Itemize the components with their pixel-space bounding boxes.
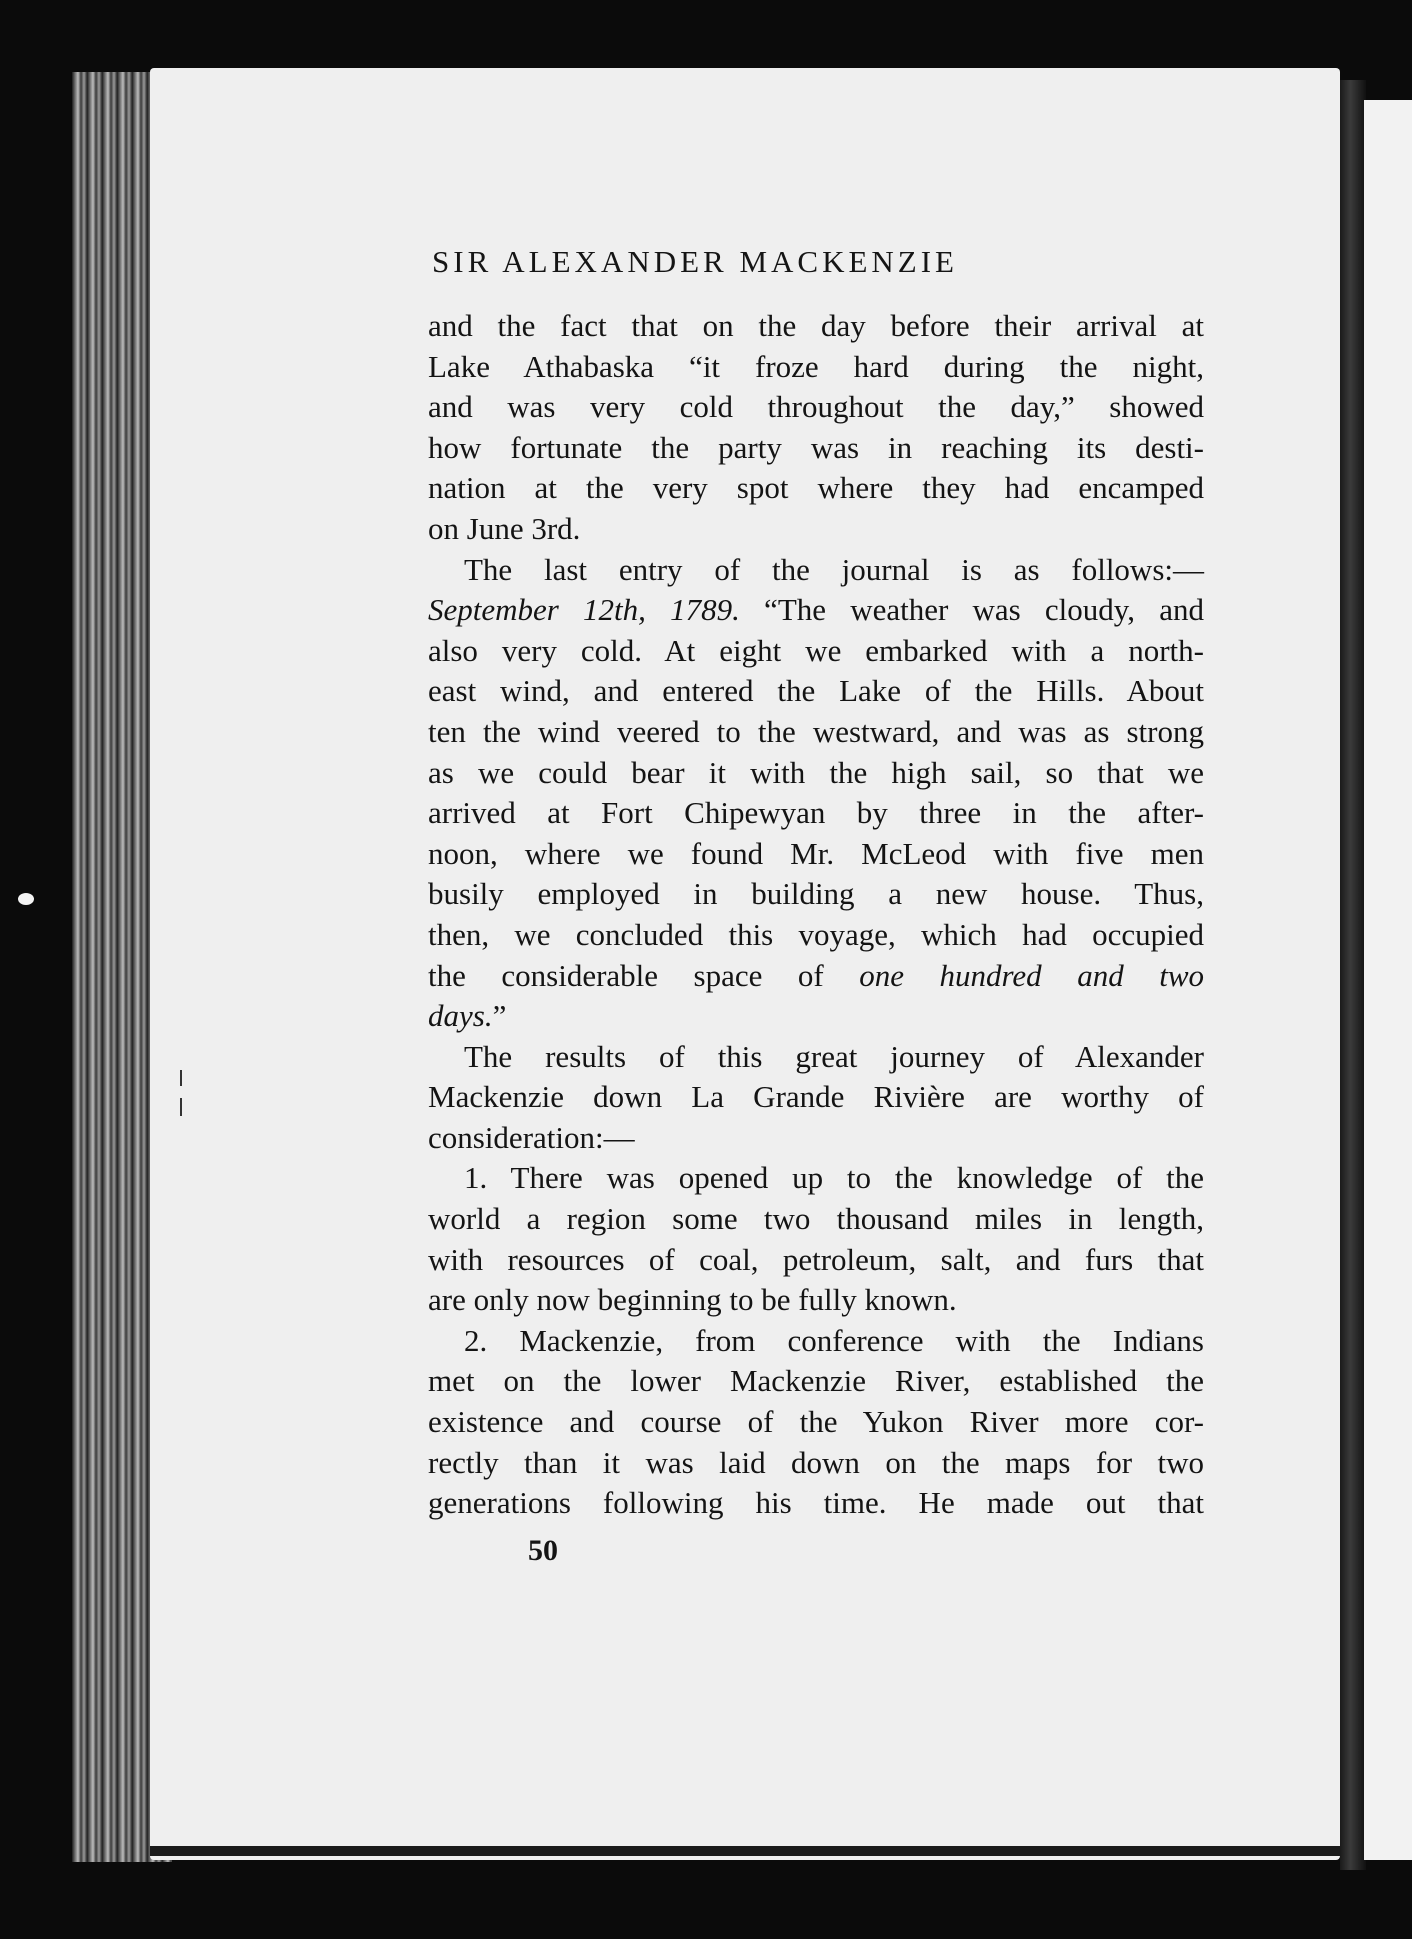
text-line xyxy=(428,590,1204,631)
text-line xyxy=(428,1158,1204,1199)
italic-text: September 12th, 1789. xyxy=(428,592,740,628)
italic-text: one hundred and two xyxy=(859,957,1204,993)
text-line xyxy=(428,387,1204,428)
line-text: The last entry of the journal is as follows:— xyxy=(464,551,1204,587)
text-line xyxy=(428,509,1204,550)
line-text: on June 3rd. xyxy=(428,510,581,546)
line-text: “The weather was cloudy, and xyxy=(739,592,1204,628)
line-text: world a region some two thousand miles in length, xyxy=(428,1201,1204,1237)
line-text: with resources of coal, petroleum, salt, and furs that xyxy=(428,1241,1204,1277)
line-text: ten the wind veered to the westward, and was as strong xyxy=(428,713,1204,749)
line-text: generations following his time. He made out that xyxy=(428,1485,1204,1521)
facing-page-edge xyxy=(1340,80,1366,1870)
text-line xyxy=(428,1361,1204,1402)
text-line xyxy=(428,550,1204,591)
text-line xyxy=(428,631,1204,672)
line-text: and the fact that on the day before their arrival at xyxy=(428,308,1204,343)
text-line xyxy=(428,1402,1204,1443)
text-line xyxy=(428,1483,1204,1524)
text-line xyxy=(428,1037,1204,1078)
text-line xyxy=(428,1199,1204,1240)
line-text: 1. There was opened up to the knowledge of the xyxy=(464,1160,1204,1196)
text-line xyxy=(428,1118,1204,1159)
text-line xyxy=(428,956,1204,997)
text-line xyxy=(428,306,1204,347)
line-text: consideration:— xyxy=(428,1119,635,1155)
text-line xyxy=(428,793,1204,834)
page-bottom-shadow xyxy=(150,1846,1340,1856)
line-text: are only now beginning to be fully known. xyxy=(428,1282,957,1318)
line-text: met on the lower Mackenzie River, established the xyxy=(428,1363,1204,1399)
line-text: then, we concluded this voyage, which had occupied xyxy=(428,916,1204,952)
text-line xyxy=(428,1280,1204,1321)
scan-mark xyxy=(180,1098,182,1116)
line-text: Lake Athabaska “it froze hard during the night, xyxy=(428,348,1204,384)
text-line xyxy=(428,671,1204,712)
text-line xyxy=(428,834,1204,875)
scan-speck xyxy=(18,893,34,905)
body-text xyxy=(428,306,1204,1524)
text-line xyxy=(428,1321,1204,1362)
line-text: nation at the very spot where they had encamped xyxy=(428,470,1204,506)
line-text: ” xyxy=(492,998,507,1034)
line-text: how fortunate the party was in reaching its desti- xyxy=(428,429,1204,465)
line-text: 2. Mackenzie, from conference with the Indians xyxy=(464,1322,1204,1358)
line-text: the considerable space of xyxy=(428,957,860,993)
text-line xyxy=(428,874,1204,915)
line-text: rectly than it was laid down on the maps for two xyxy=(428,1444,1204,1480)
text-line xyxy=(428,753,1204,794)
line-text: existence and course of the Yukon River more cor- xyxy=(428,1404,1204,1440)
text-line xyxy=(428,1443,1204,1484)
line-text: east wind, and entered the Lake of the Hills. About xyxy=(428,673,1204,709)
line-text: The results of this great journey of Alexander xyxy=(464,1038,1204,1074)
line-text: as we could bear it with the high sail, so that we xyxy=(428,754,1204,790)
text-line xyxy=(428,1077,1204,1118)
italic-text: days. xyxy=(428,998,493,1034)
page-number: 50 xyxy=(528,1534,558,1567)
line-text: arrived at Fort Chipewyan by three in the after- xyxy=(428,795,1204,831)
text-line xyxy=(428,1240,1204,1281)
line-text: busily employed in building a new house. Thus, xyxy=(428,876,1204,912)
line-text: noon, where we found Mr. McLeod with five men xyxy=(428,835,1204,871)
text-line xyxy=(428,428,1204,469)
scan-mark xyxy=(180,1070,182,1086)
line-text: and was very cold throughout the day,” showed xyxy=(428,389,1204,425)
text-line xyxy=(428,347,1204,388)
text-line xyxy=(428,712,1204,753)
line-text: also very cold. At eight we embarked with a north- xyxy=(428,632,1204,668)
line-text: Mackenzie down La Grande Rivière are worthy of xyxy=(428,1079,1204,1115)
text-line xyxy=(428,915,1204,956)
facing-page-sliver xyxy=(1364,100,1412,1860)
running-head: SIR ALEXANDER MACKENZIE xyxy=(432,244,958,279)
text-line xyxy=(428,468,1204,509)
text-line xyxy=(428,996,1204,1037)
